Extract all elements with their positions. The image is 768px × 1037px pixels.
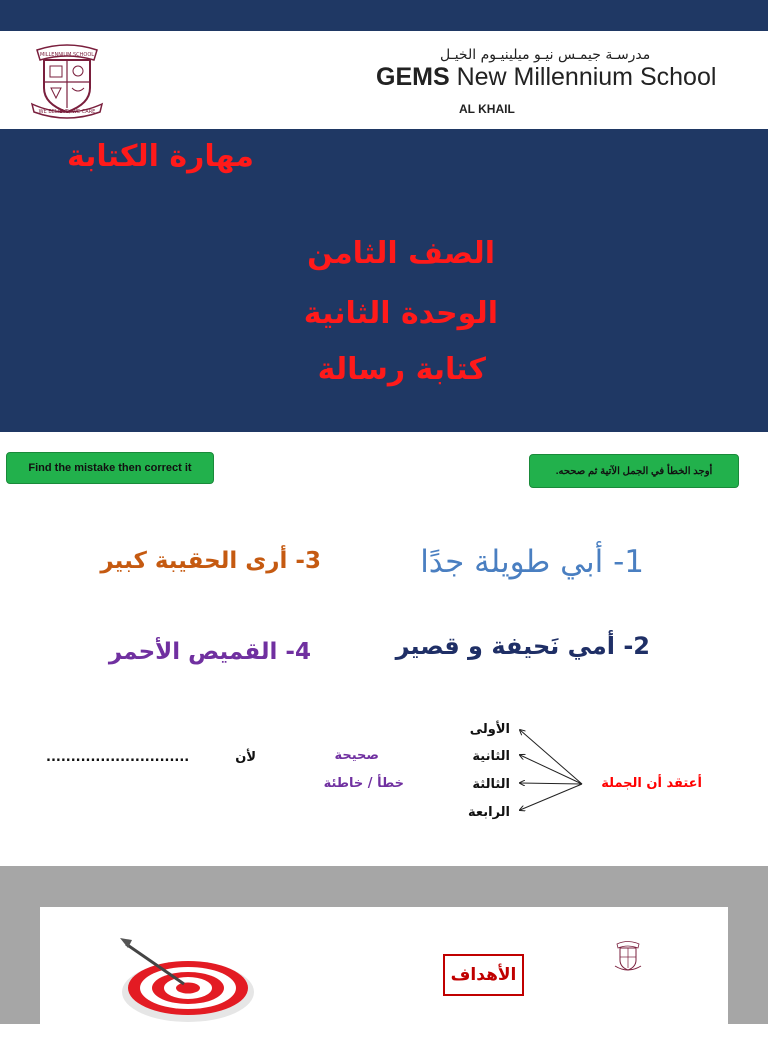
correct-label: صحيحة bbox=[334, 748, 379, 763]
slide-title: مهارة الكتابة bbox=[66, 139, 254, 174]
instruction-arabic-button[interactable]: أوجد الخطأ في الجمل الآتية ثم صححه. bbox=[529, 454, 739, 488]
grade-line: الصف الثامن bbox=[307, 236, 495, 271]
crest-ribbon-bottom: WE BELIEVE, WE CARE bbox=[38, 109, 96, 115]
arrow-icon bbox=[500, 722, 600, 822]
answer-blank: ............................. bbox=[46, 750, 190, 765]
unit-line: الوحدة الثانية bbox=[303, 296, 498, 331]
dart-target-icon bbox=[118, 936, 258, 1022]
crest-ribbon-top: MILLENNIUM SCHOOL bbox=[39, 52, 95, 58]
school-crest-icon bbox=[24, 42, 110, 122]
instruction-english-button[interactable]: Find the mistake then correct it bbox=[6, 452, 214, 484]
i-believe-label: أعتقد أن الجملة bbox=[601, 776, 702, 791]
topic-line: كتابة رسالة bbox=[317, 352, 486, 387]
option-fourth: الرابعة bbox=[468, 805, 510, 820]
school-name-rest: New Millennium School bbox=[449, 63, 717, 91]
sentence-2: 2- أمي نَحيفة و قصير bbox=[395, 632, 650, 660]
school-crest-icon bbox=[613, 938, 643, 974]
school-name-prefix: GEMS bbox=[376, 63, 450, 91]
school-name bbox=[376, 63, 716, 92]
school-branch: AL KHAIL bbox=[459, 102, 515, 116]
exercise-slide bbox=[0, 436, 768, 861]
sentence-4: 4- القميص الأحمر bbox=[108, 639, 311, 665]
school-name-arabic: مدرسـة جيمـس نيـو ميلينيـوم الخيـل bbox=[440, 47, 651, 63]
goals-label: الأهداف bbox=[443, 954, 524, 996]
option-first: الأولى bbox=[469, 722, 510, 737]
wrong-label: خطأ / خاطئة bbox=[323, 776, 404, 791]
because-label: لأن bbox=[235, 750, 256, 765]
title-slide bbox=[0, 0, 768, 432]
option-second: الثانية bbox=[472, 749, 510, 764]
goals-slide bbox=[0, 866, 768, 1024]
sentence-1: 1- أبي طويلة جدًا bbox=[420, 544, 644, 580]
sentence-3: 3- أرى الحقيبة كبير bbox=[100, 548, 321, 574]
option-third: الثالثة bbox=[472, 777, 510, 792]
